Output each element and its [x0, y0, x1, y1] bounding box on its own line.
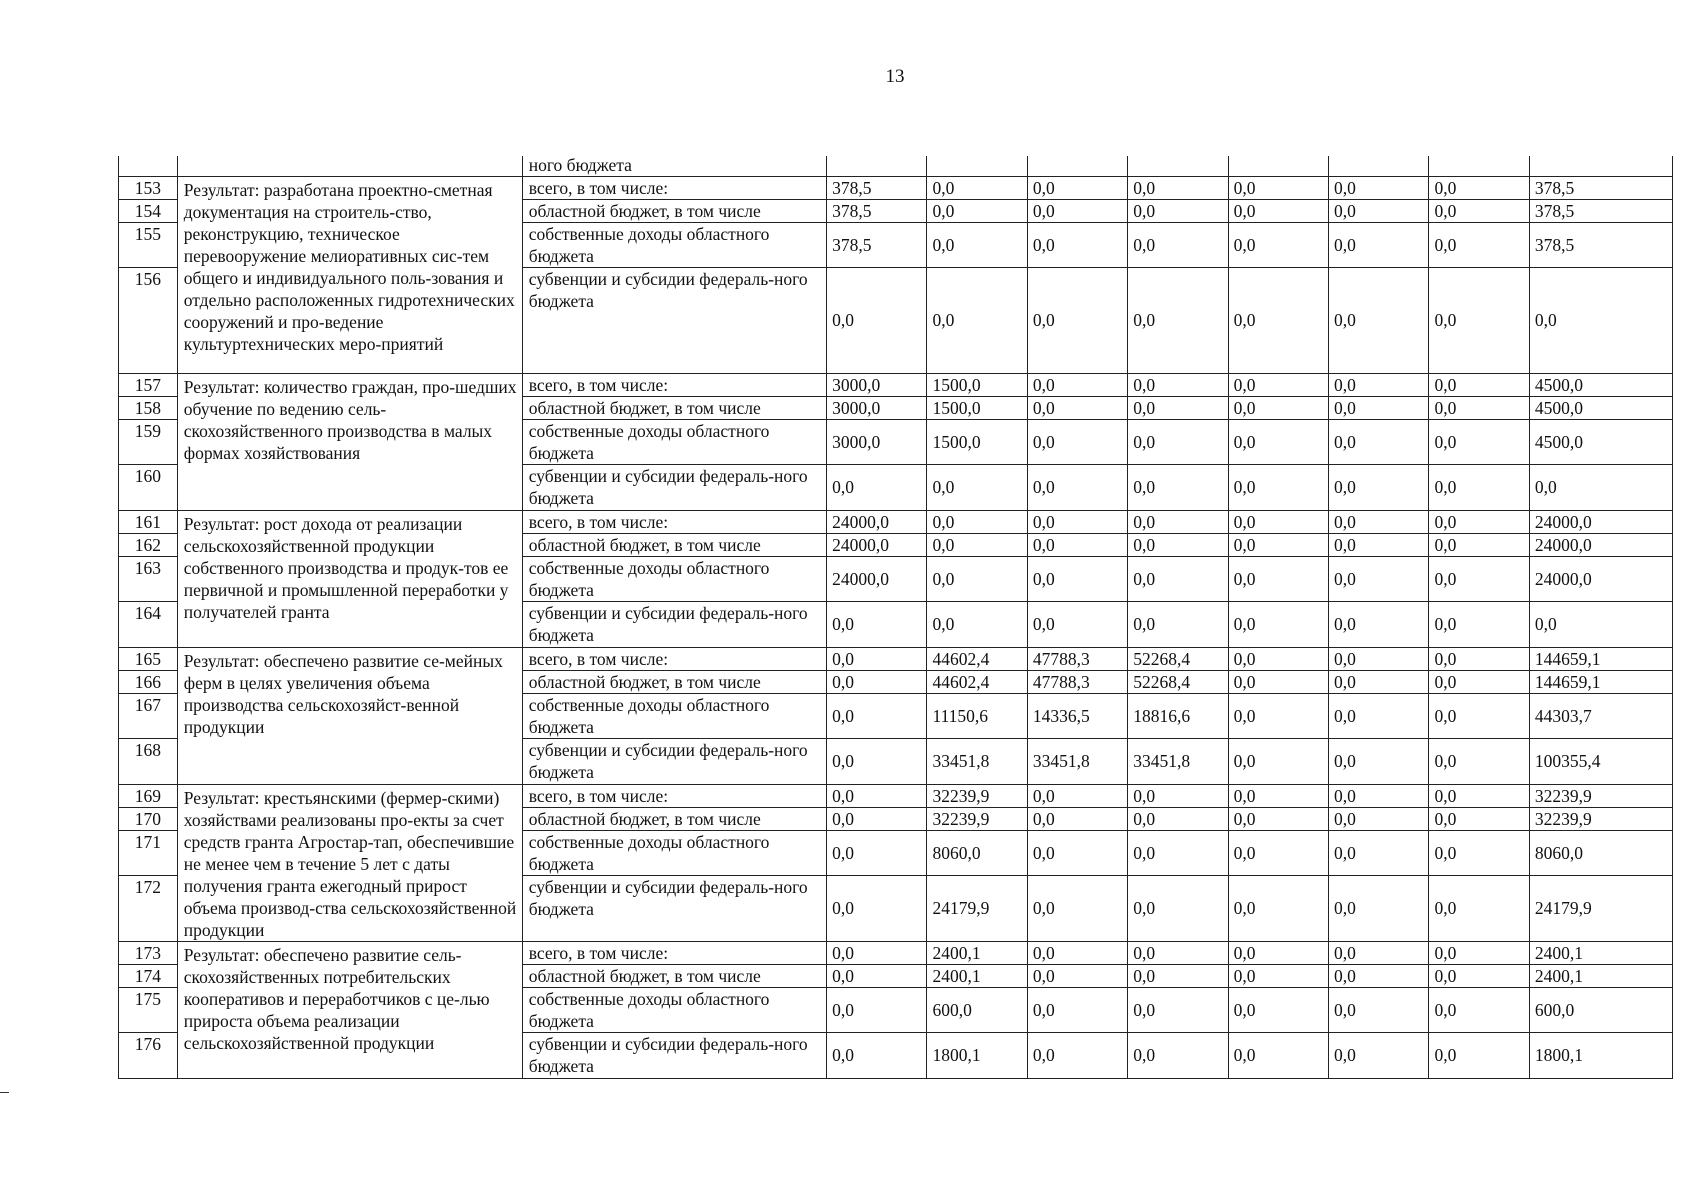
- value-cell: 0,0: [1128, 267, 1228, 373]
- value-cell: 0,0: [1228, 807, 1328, 830]
- value-cell: 0,0: [1228, 464, 1328, 510]
- row-number-cell: [119, 156, 178, 176]
- value-cell: 0,0: [1128, 464, 1228, 510]
- value-cell: 0,0: [1329, 830, 1429, 875]
- value-cell: 0,0: [1128, 510, 1228, 533]
- row-number: 166: [119, 670, 178, 693]
- value-cell: [827, 156, 927, 176]
- value-cell: 0,0: [1429, 419, 1529, 464]
- value-cell: 0,0: [1027, 987, 1127, 1032]
- row-number: 172: [119, 875, 178, 941]
- value-cell: 0,0: [1329, 419, 1429, 464]
- result-description: Результат: обеспечено развитие се-мейных ферм в целях увеличения объема производства сельскохозяйст-венной продукции: [177, 647, 522, 784]
- value-cell: 52268,4: [1128, 670, 1228, 693]
- row-number: 163: [119, 556, 178, 601]
- value-cell: 0,0: [1128, 222, 1228, 267]
- value-cell: 0,0: [1228, 510, 1328, 533]
- value-cell: 44602,4: [927, 670, 1027, 693]
- value-cell: 0,0: [827, 1032, 927, 1078]
- value-cell: 0,0: [1429, 464, 1529, 510]
- row-number: 165: [119, 647, 178, 670]
- table-row: [119, 784, 1673, 807]
- total-value-cell: 600,0: [1529, 987, 1672, 1032]
- value-cell: 24000,0: [827, 510, 927, 533]
- value-cell: [1128, 156, 1228, 176]
- funding-source: всего, в том числе:: [522, 373, 826, 396]
- value-cell: 33451,8: [927, 738, 1027, 784]
- value-cell: 0,0: [1329, 647, 1429, 670]
- value-cell: 3000,0: [827, 396, 927, 419]
- value-cell: 0,0: [1329, 464, 1429, 510]
- page-number: 13: [885, 66, 905, 87]
- value-cell: 378,5: [827, 199, 927, 222]
- value-cell: 0,0: [927, 199, 1027, 222]
- funding-source: областной бюджет, в том числе: [522, 807, 826, 830]
- value-cell: 1800,1: [927, 1032, 1027, 1078]
- funding-source: собственные доходы областного бюджета: [522, 830, 826, 875]
- value-cell: 0,0: [1329, 601, 1429, 647]
- value-cell: 0,0: [827, 738, 927, 784]
- value-cell: 0,0: [1429, 738, 1529, 784]
- total-value-cell: 0,0: [1529, 267, 1672, 373]
- row-number: 155: [119, 222, 178, 267]
- value-cell: 47788,3: [1027, 670, 1127, 693]
- value-cell: 0,0: [1027, 419, 1127, 464]
- value-cell: 0,0: [1027, 1032, 1127, 1078]
- total-value-cell: 2400,1: [1529, 964, 1672, 987]
- value-cell: 2400,1: [927, 964, 1027, 987]
- value-cell: 0,0: [827, 693, 927, 738]
- value-cell: 0,0: [1429, 830, 1529, 875]
- value-cell: 0,0: [1329, 556, 1429, 601]
- value-cell: 0,0: [1429, 533, 1529, 556]
- funding-source: собственные доходы областного бюджета: [522, 693, 826, 738]
- value-cell: 0,0: [827, 784, 927, 807]
- total-value-cell: 32239,9: [1529, 807, 1672, 830]
- value-cell: 0,0: [1228, 875, 1328, 941]
- table-row: [119, 941, 1673, 964]
- value-cell: 0,0: [1329, 222, 1429, 267]
- value-cell: 0,0: [1329, 396, 1429, 419]
- value-cell: 600,0: [927, 987, 1027, 1032]
- total-value-cell: 0,0: [1529, 464, 1672, 510]
- value-cell: 0,0: [1027, 199, 1127, 222]
- total-value-cell: 2400,1: [1529, 941, 1672, 964]
- funding-source: областной бюджет, в том числе: [522, 396, 826, 419]
- funding-source: областной бюджет, в том числе: [522, 199, 826, 222]
- value-cell: 0,0: [1429, 987, 1529, 1032]
- value-cell: 0,0: [1027, 222, 1127, 267]
- value-cell: 0,0: [1429, 807, 1529, 830]
- row-number: 170: [119, 807, 178, 830]
- value-cell: 1500,0: [927, 396, 1027, 419]
- total-value-cell: 8060,0: [1529, 830, 1672, 875]
- table-row: [119, 176, 1673, 199]
- value-cell: 0,0: [1128, 987, 1228, 1032]
- value-cell: 0,0: [1429, 875, 1529, 941]
- value-cell: 0,0: [1329, 373, 1429, 396]
- value-cell: 0,0: [1329, 1032, 1429, 1078]
- funding-source: всего, в том числе:: [522, 647, 826, 670]
- total-value-cell: 100355,4: [1529, 738, 1672, 784]
- value-cell: 0,0: [1027, 373, 1127, 396]
- value-cell: 1500,0: [927, 419, 1027, 464]
- result-description: Результат: разработана проектно-сметная документация на строитель-ство, реконструкцию, техническое перевооружение мелиоративных сис-тем общего и индивидуального поль-зования и отдельно расположенных гидротехнических сооружений и про-ведение культуртехнических меро-приятий: [177, 176, 522, 373]
- value-cell: 14336,5: [1027, 693, 1127, 738]
- value-cell: 24000,0: [827, 533, 927, 556]
- value-cell: 47788,3: [1027, 647, 1127, 670]
- row-number: 162: [119, 533, 178, 556]
- result-description: Результат: рост дохода от реализации сельскохозяйственной продукции собственного производства и продук-тов ее первичной и промышленной переработки у получателей гранта: [177, 510, 522, 647]
- row-number: 157: [119, 373, 178, 396]
- value-cell: 0,0: [827, 464, 927, 510]
- value-cell: 378,5: [827, 176, 927, 199]
- value-cell: 0,0: [1329, 533, 1429, 556]
- value-cell: 0,0: [1228, 670, 1328, 693]
- row-number: 154: [119, 199, 178, 222]
- funding-source: субвенции и субсидии федераль-ного бюджета: [522, 738, 826, 784]
- value-cell: 0,0: [927, 176, 1027, 199]
- total-value-cell: 24179,9: [1529, 875, 1672, 941]
- value-cell: 0,0: [1027, 176, 1127, 199]
- value-cell: 0,0: [1027, 396, 1127, 419]
- value-cell: 0,0: [1027, 941, 1127, 964]
- value-cell: 0,0: [1128, 373, 1228, 396]
- value-cell: 0,0: [1429, 670, 1529, 693]
- total-value-cell: 378,5: [1529, 199, 1672, 222]
- value-cell: [1529, 156, 1672, 176]
- value-cell: 0,0: [1128, 784, 1228, 807]
- value-cell: 0,0: [927, 533, 1027, 556]
- value-cell: 0,0: [1027, 267, 1127, 373]
- value-cell: 0,0: [827, 875, 927, 941]
- value-cell: [1027, 156, 1127, 176]
- value-cell: 0,0: [1027, 784, 1127, 807]
- value-cell: 0,0: [1027, 533, 1127, 556]
- value-cell: 0,0: [1228, 556, 1328, 601]
- value-cell: 0,0: [1329, 875, 1429, 941]
- funding-source: собственные доходы областного бюджета: [522, 419, 826, 464]
- total-value-cell: 44303,7: [1529, 693, 1672, 738]
- row-number: 164: [119, 601, 178, 647]
- value-cell: 0,0: [1429, 1032, 1529, 1078]
- value-cell: 378,5: [827, 222, 927, 267]
- total-value-cell: 32239,9: [1529, 784, 1672, 807]
- row-number: 176: [119, 1032, 178, 1078]
- funding-source: собственные доходы областного бюджета: [522, 987, 826, 1032]
- value-cell: 0,0: [1329, 510, 1429, 533]
- funding-source: собственные доходы областного бюджета: [522, 556, 826, 601]
- row-number: 175: [119, 987, 178, 1032]
- value-cell: 0,0: [1329, 941, 1429, 964]
- value-cell: 0,0: [1429, 222, 1529, 267]
- value-cell: 0,0: [1228, 830, 1328, 875]
- row-number: 169: [119, 784, 178, 807]
- value-cell: 0,0: [1128, 533, 1228, 556]
- result-description: Результат: количество граждан, про-шедших обучение по ведению сель-скохозяйственного производства в малых формах хозяйствования: [177, 373, 522, 510]
- value-cell: 0,0: [1429, 510, 1529, 533]
- value-cell: 0,0: [1228, 941, 1328, 964]
- total-value-cell: 4500,0: [1529, 396, 1672, 419]
- funding-source: субвенции и субсидии федераль-ного бюджета: [522, 267, 826, 373]
- value-cell: 0,0: [1128, 964, 1228, 987]
- total-value-cell: 4500,0: [1529, 373, 1672, 396]
- total-value-cell: 24000,0: [1529, 510, 1672, 533]
- row-number: 160: [119, 464, 178, 510]
- budget-table: [118, 156, 1673, 1079]
- value-cell: 0,0: [1228, 987, 1328, 1032]
- value-cell: 0,0: [927, 464, 1027, 510]
- value-cell: 0,0: [1429, 267, 1529, 373]
- row-number: 167: [119, 693, 178, 738]
- value-cell: 18816,6: [1128, 693, 1228, 738]
- value-cell: 0,0: [827, 941, 927, 964]
- value-cell: 0,0: [927, 556, 1027, 601]
- row-number: 156: [119, 267, 178, 373]
- row-number: 171: [119, 830, 178, 875]
- value-cell: 0,0: [1027, 807, 1127, 830]
- value-cell: 0,0: [1027, 556, 1127, 601]
- funding-source: субвенции и субсидии федераль-ного бюджета: [522, 601, 826, 647]
- value-cell: [1228, 156, 1328, 176]
- total-value-cell: 24000,0: [1529, 556, 1672, 601]
- value-cell: 0,0: [1128, 601, 1228, 647]
- result-description: Результат: обеспечено развитие сель-скохозяйственных потребительских кооперативов и переработчиков с це-лью прироста объема реализации сельскохозяйственной продукции: [177, 941, 522, 1078]
- total-value-cell: 1800,1: [1529, 1032, 1672, 1078]
- row-number: 173: [119, 941, 178, 964]
- value-cell: 33451,8: [1128, 738, 1228, 784]
- total-value-cell: 0,0: [1529, 601, 1672, 647]
- value-cell: 0,0: [1228, 601, 1328, 647]
- funding-source: областной бюджет, в том числе: [522, 670, 826, 693]
- value-cell: 0,0: [1228, 964, 1328, 987]
- value-cell: 0,0: [1329, 693, 1429, 738]
- value-cell: 33451,8: [1027, 738, 1127, 784]
- value-cell: 52268,4: [1128, 647, 1228, 670]
- value-cell: 0,0: [1128, 941, 1228, 964]
- value-cell: 0,0: [1329, 784, 1429, 807]
- value-cell: 0,0: [1128, 419, 1228, 464]
- table-row: [119, 647, 1673, 670]
- value-cell: 0,0: [1429, 396, 1529, 419]
- value-cell: [927, 156, 1027, 176]
- value-cell: 0,0: [1027, 875, 1127, 941]
- value-cell: 0,0: [1429, 176, 1529, 199]
- value-cell: 0,0: [1128, 199, 1228, 222]
- value-cell: 0,0: [1027, 830, 1127, 875]
- row-number: 174: [119, 964, 178, 987]
- value-cell: [1329, 156, 1429, 176]
- value-cell: 8060,0: [927, 830, 1027, 875]
- value-cell: 0,0: [827, 647, 927, 670]
- total-value-cell: 4500,0: [1529, 419, 1672, 464]
- result-description: Результат: крестьянскими (фермер-скими) хозяйствами реализованы про-екты за счет средств гранта Агростар-тап, обеспечившие не менее чем в течение 5 лет с даты получения гранта ежегодный прирост объема производ-ства сельскохозяйственной продукции: [177, 784, 522, 941]
- value-cell: 0,0: [927, 601, 1027, 647]
- continuation-row: [119, 156, 1673, 176]
- value-cell: 0,0: [927, 222, 1027, 267]
- value-cell: 0,0: [1128, 875, 1228, 941]
- value-cell: 0,0: [1329, 807, 1429, 830]
- value-cell: 0,0: [1027, 510, 1127, 533]
- value-cell: 0,0: [1329, 964, 1429, 987]
- result-description: [177, 156, 522, 176]
- value-cell: 0,0: [1228, 533, 1328, 556]
- value-cell: 1500,0: [927, 373, 1027, 396]
- value-cell: 11150,6: [927, 693, 1027, 738]
- value-cell: 0,0: [827, 601, 927, 647]
- value-cell: 0,0: [1228, 738, 1328, 784]
- value-cell: 0,0: [1329, 738, 1429, 784]
- value-cell: 0,0: [927, 267, 1027, 373]
- value-cell: 32239,9: [927, 784, 1027, 807]
- value-cell: 0,0: [1128, 830, 1228, 875]
- value-cell: 0,0: [1228, 222, 1328, 267]
- value-cell: 44602,4: [927, 647, 1027, 670]
- value-cell: 0,0: [1429, 556, 1529, 601]
- table-row: [119, 373, 1673, 396]
- value-cell: 0,0: [1228, 267, 1328, 373]
- value-cell: 0,0: [927, 510, 1027, 533]
- value-cell: 0,0: [1429, 601, 1529, 647]
- value-cell: 0,0: [1228, 419, 1328, 464]
- value-cell: 0,0: [1128, 396, 1228, 419]
- value-cell: 24179,9: [927, 875, 1027, 941]
- row-number: 161: [119, 510, 178, 533]
- value-cell: 0,0: [1329, 176, 1429, 199]
- value-cell: 0,0: [1228, 176, 1328, 199]
- value-cell: [1429, 156, 1529, 176]
- value-cell: 0,0: [1228, 373, 1328, 396]
- funding-source: субвенции и субсидии федераль-ного бюджета: [522, 1032, 826, 1078]
- value-cell: 0,0: [1329, 199, 1429, 222]
- row-number: 159: [119, 419, 178, 464]
- value-cell: 0,0: [827, 964, 927, 987]
- total-value-cell: 378,5: [1529, 222, 1672, 267]
- value-cell: 0,0: [1429, 199, 1529, 222]
- value-cell: 0,0: [1128, 176, 1228, 199]
- value-cell: 0,0: [827, 670, 927, 693]
- funding-source: ного бюджета: [522, 156, 826, 176]
- value-cell: 0,0: [1329, 267, 1429, 373]
- value-cell: 0,0: [827, 267, 927, 373]
- value-cell: 0,0: [1329, 670, 1429, 693]
- row-number: 168: [119, 738, 178, 784]
- total-value-cell: 144659,1: [1529, 647, 1672, 670]
- value-cell: 0,0: [1429, 964, 1529, 987]
- funding-source: всего, в том числе:: [522, 941, 826, 964]
- funding-source: субвенции и субсидии федераль-ного бюджета: [522, 875, 826, 941]
- value-cell: 2400,1: [927, 941, 1027, 964]
- value-cell: 0,0: [1027, 964, 1127, 987]
- value-cell: 0,0: [1228, 784, 1328, 807]
- value-cell: 0,0: [1429, 373, 1529, 396]
- value-cell: 0,0: [827, 807, 927, 830]
- funding-source: областной бюджет, в том числе: [522, 533, 826, 556]
- margin-mark: [0, 1092, 9, 1093]
- value-cell: 0,0: [1228, 1032, 1328, 1078]
- value-cell: 0,0: [1027, 601, 1127, 647]
- value-cell: 0,0: [1128, 1032, 1228, 1078]
- value-cell: 32239,9: [927, 807, 1027, 830]
- funding-source: всего, в том числе:: [522, 176, 826, 199]
- value-cell: 0,0: [1429, 693, 1529, 738]
- total-value-cell: 24000,0: [1529, 533, 1672, 556]
- table-row: [119, 510, 1673, 533]
- total-value-cell: 378,5: [1529, 176, 1672, 199]
- total-value-cell: 144659,1: [1529, 670, 1672, 693]
- value-cell: 24000,0: [827, 556, 927, 601]
- value-cell: 0,0: [827, 830, 927, 875]
- row-number: 153: [119, 176, 178, 199]
- value-cell: 0,0: [1429, 784, 1529, 807]
- value-cell: 0,0: [1228, 396, 1328, 419]
- value-cell: 3000,0: [827, 419, 927, 464]
- value-cell: 0,0: [1329, 987, 1429, 1032]
- funding-source: субвенции и субсидии федераль-ного бюджета: [522, 464, 826, 510]
- funding-source: областной бюджет, в том числе: [522, 964, 826, 987]
- value-cell: 3000,0: [827, 373, 927, 396]
- funding-source: собственные доходы областного бюджета: [522, 222, 826, 267]
- value-cell: 0,0: [1228, 693, 1328, 738]
- value-cell: 0,0: [1128, 556, 1228, 601]
- value-cell: 0,0: [1128, 807, 1228, 830]
- value-cell: 0,0: [1228, 647, 1328, 670]
- value-cell: 0,0: [1228, 199, 1328, 222]
- value-cell: 0,0: [827, 987, 927, 1032]
- row-number: 158: [119, 396, 178, 419]
- value-cell: 0,0: [1027, 464, 1127, 510]
- value-cell: 0,0: [1429, 647, 1529, 670]
- value-cell: 0,0: [1429, 941, 1529, 964]
- funding-source: всего, в том числе:: [522, 784, 826, 807]
- funding-source: всего, в том числе:: [522, 510, 826, 533]
